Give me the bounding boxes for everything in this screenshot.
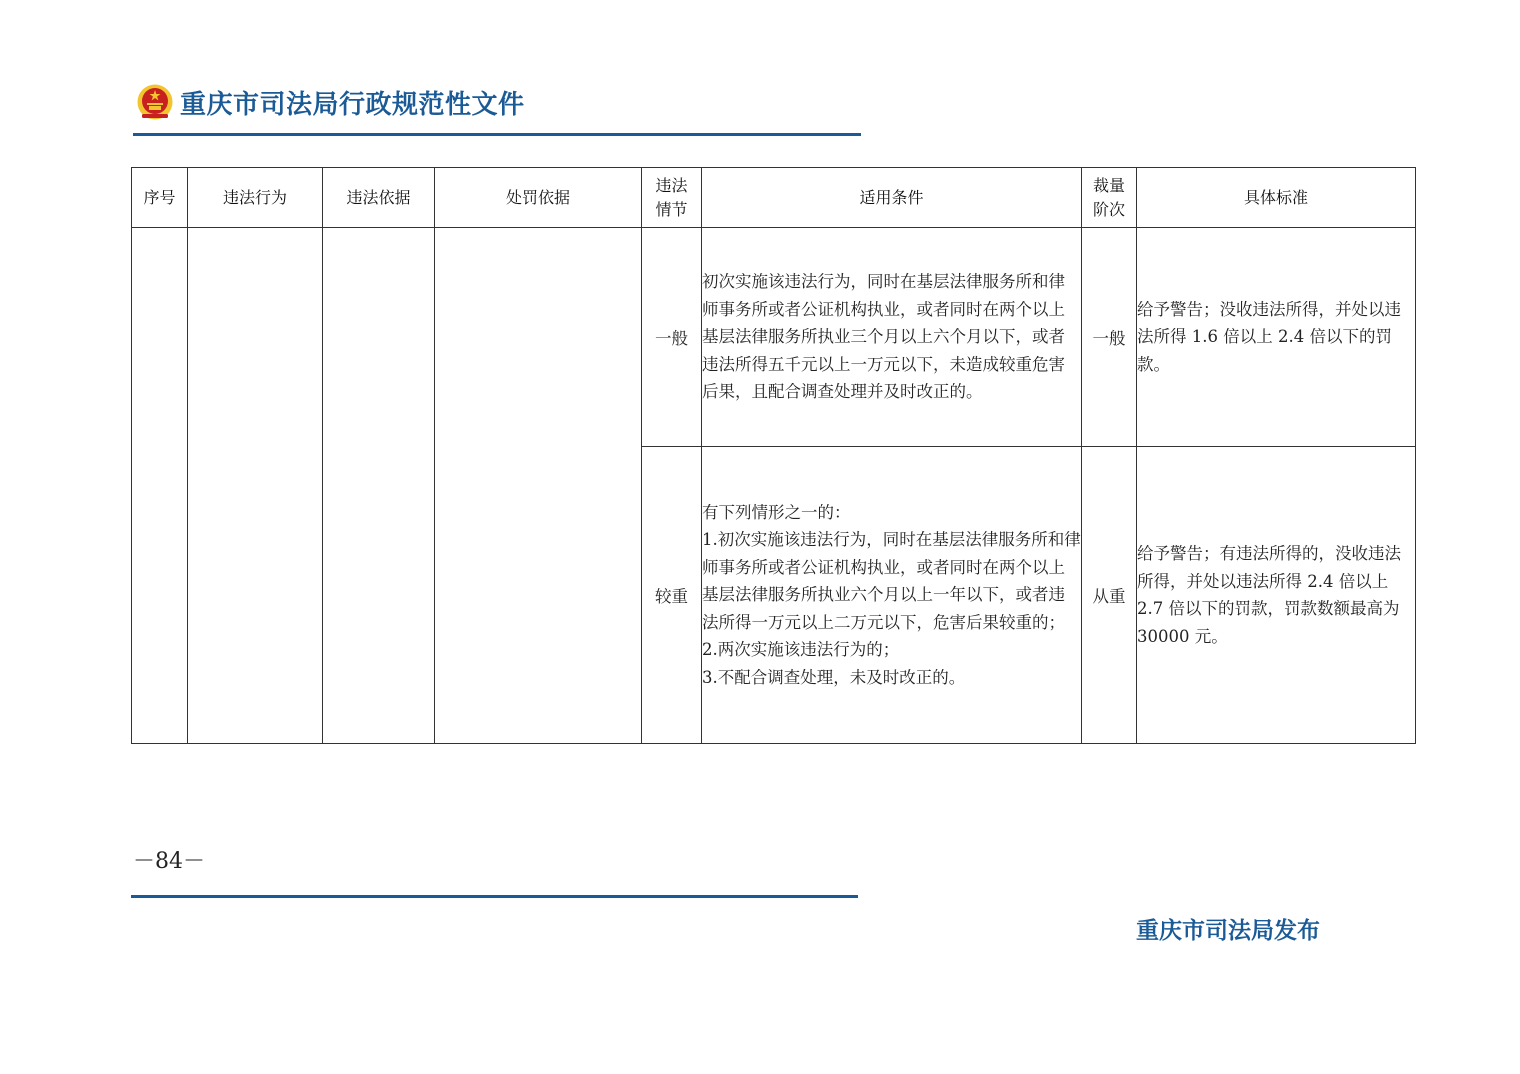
condition-line: 1.初次实施该违法行为，同时在基层法律服务所和律师事务所或者公证机构执业，或者同时在两个以上基层法律服务所执业六个月以上一年以下，或者违法所得一万元以上二万元以下，危害后果较重的； <box>702 530 1081 632</box>
circumstance-cell: 较重 <box>642 447 702 744</box>
discretion-level-cell: 从重 <box>1082 447 1137 744</box>
header-penalty-basis: 处罚依据 <box>435 168 642 228</box>
violation-act-cell <box>188 228 323 744</box>
condition-line: 3.不配合调查处理，未及时改正的。 <box>702 667 966 687</box>
header-seq: 序号 <box>132 168 188 228</box>
national-emblem-icon <box>136 83 174 121</box>
standard-cell: 给予警告；有违法所得的，没收违法所得，并处以违法所得 2.4 倍以上 2.7 倍以下的罚款，罚款数额最高为 30000 元。 <box>1137 447 1416 744</box>
header-violation-basis: 违法依据 <box>323 168 435 228</box>
penalty-basis-cell <box>435 228 642 744</box>
standard-cell: 给予警告；没收违法所得，并处以违法所得 1.6 倍以上 2.4 倍以下的罚款。 <box>1137 228 1416 447</box>
discretion-level-cell: 一般 <box>1082 228 1137 447</box>
seq-cell <box>132 228 188 744</box>
conditions-cell <box>702 228 1082 447</box>
conditions-cell <box>702 447 1082 744</box>
document-title: 重庆市司法局行政规范性文件 <box>180 89 525 120</box>
table-row <box>132 228 1416 447</box>
footer-rule <box>131 895 858 898</box>
condition-line: 初次实施该违法行为，同时在基层法律服务所和律师事务所或者公证机构执业，或者同时在两个以上基层法律服务所执业三个月以上六个月以下，或者违法所得五千元以上一万元以下，未造成较重危害后果，且配合调查处理并及时改正的。 <box>702 272 1065 402</box>
header-discretion-level: 裁量阶次 <box>1082 168 1137 228</box>
document-header <box>136 80 525 124</box>
header-standard: 具体标准 <box>1137 168 1416 228</box>
header-conditions: 适用条件 <box>702 168 1082 228</box>
violation-basis-cell <box>323 228 435 744</box>
condition-line: 2.两次实施该违法行为的； <box>702 640 900 660</box>
header-circumstance: 违法情节 <box>642 168 702 228</box>
condition-line: 有下列情形之一的： <box>702 502 851 522</box>
publisher-label: 重庆市司法局发布 <box>1136 918 1320 944</box>
page-number: －84－ <box>133 849 205 874</box>
header-rule <box>133 133 861 136</box>
circumstance-cell: 一般 <box>642 228 702 447</box>
header-violation-act: 违法行为 <box>188 168 323 228</box>
penalty-standard-table <box>131 167 1416 744</box>
table-header-row <box>132 168 1416 228</box>
